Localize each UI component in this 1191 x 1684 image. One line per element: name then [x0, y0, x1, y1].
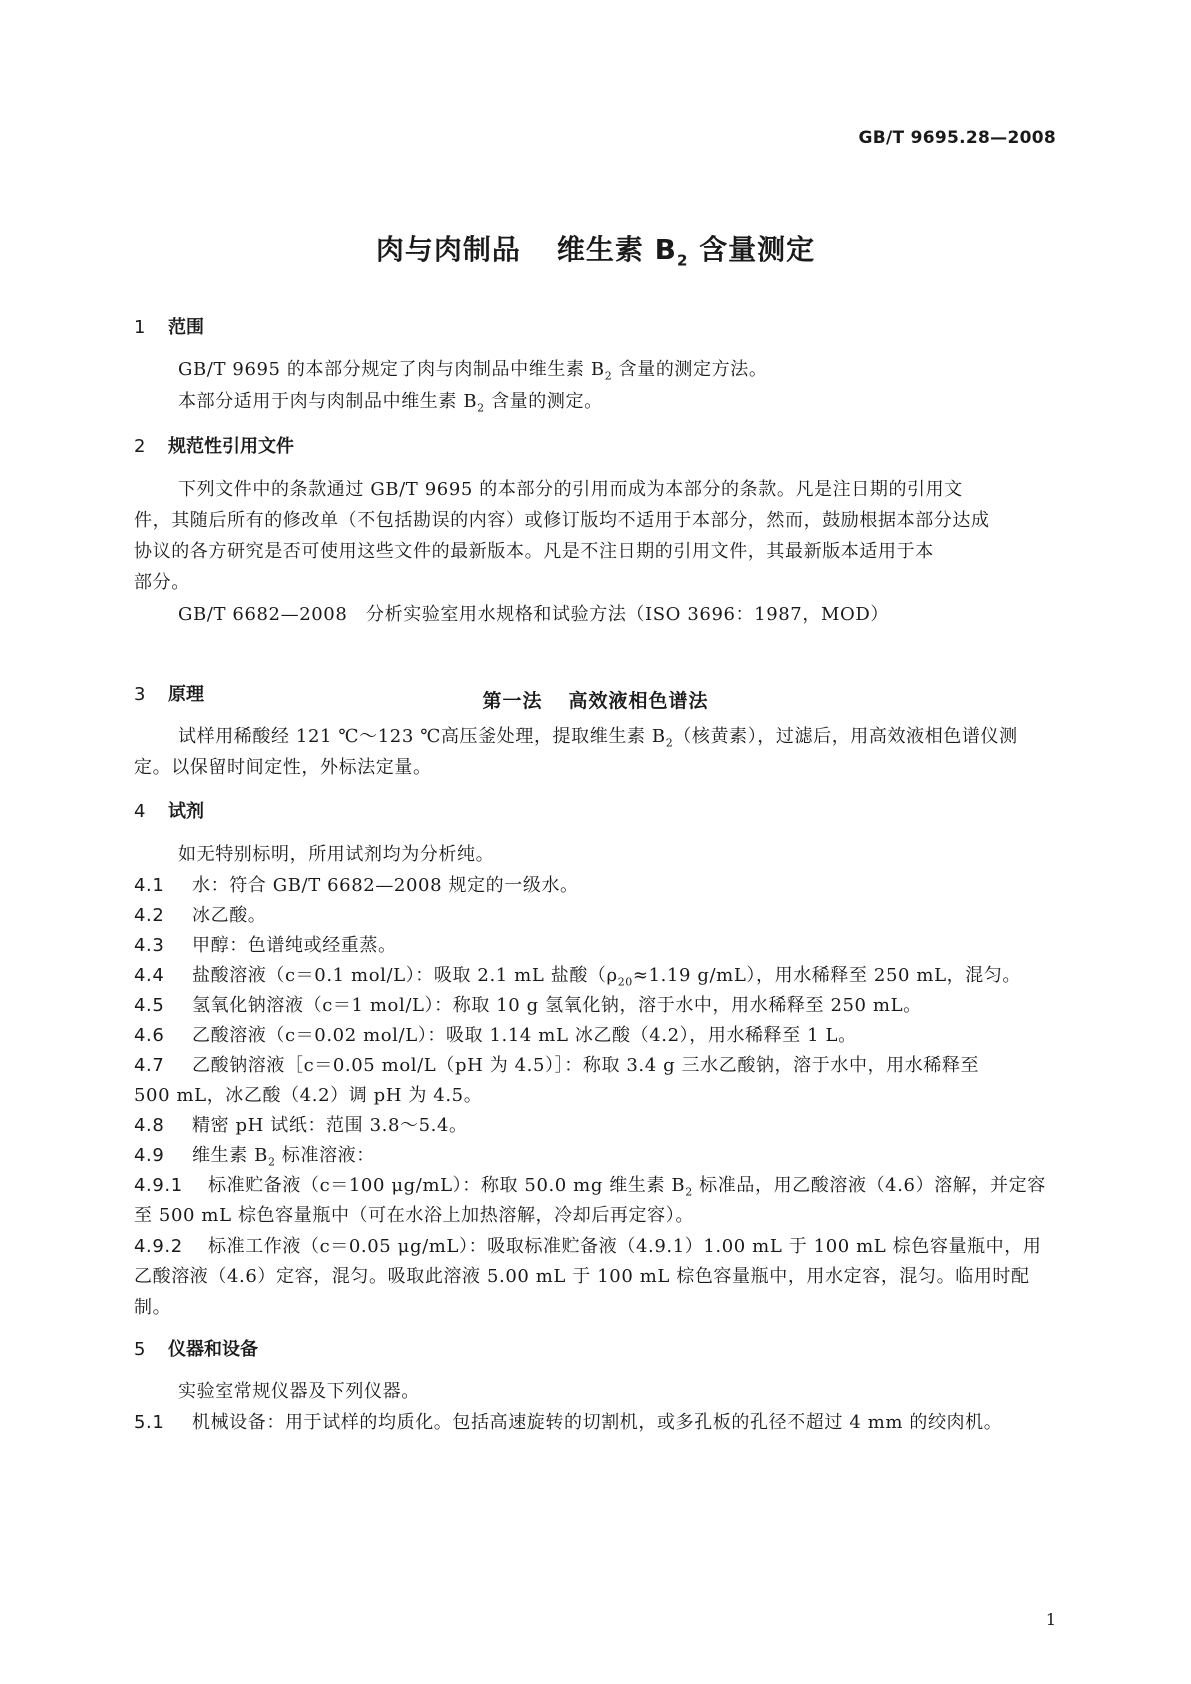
title-subscript: 2: [676, 251, 689, 270]
section-2-heading: [134, 432, 294, 458]
reagent-4-6: 4.6 乙酸溶液（c＝0.02 mol/L）：吸取 1.14 mL 冰乙酸（4.2），用水稀释至 1 L。: [134, 1025, 857, 1046]
section-2-line-3: 协议的各方研究是否可使用这些文件的最新版本。凡是不注日期的引用文件，其最新版本适用于本: [134, 541, 934, 562]
title-part-2: 维生素 B: [556, 233, 677, 266]
document-title: [0, 228, 1191, 270]
section-5-heading: [134, 1335, 258, 1361]
standard-number: GB/T 9695.28—2008: [858, 128, 1056, 148]
section-1-line-2: 本部分适用于肉与肉制品中维生素 $B_2$ 含量的测定。: [178, 391, 603, 415]
section-4-heading: [134, 797, 204, 823]
reagent-4-5: 4.5 氢氧化钠溶液（c＝1 mol/L）：称取 10 g 氢氧化钠，溶于水中，用水稀释至 250 mL。: [134, 995, 922, 1016]
reagent-4-2: 4.2 冰乙酸。: [134, 905, 267, 926]
section-1-line-1: GB/T 9695 的本部分规定了肉与肉制品中维生素 $B_2$ 含量的测定方法。: [178, 359, 768, 383]
section-4-intro: 如无特别标明，所用试剂均为分析纯。: [178, 844, 495, 865]
section-2-line-2: 件，其随后所有的修改单（不包括勘误的内容）或修订版均不适用于本部分，然而，鼓励根据本部分达成: [134, 510, 990, 531]
reagent-4-7: 4.7 乙酸钠溶液［c＝0.05 mol/L（pH 为 4.5）］：称取 3.4 g 三水乙酸钠，溶于水中，用水稀释至: [134, 1055, 980, 1076]
section-2-line-1: 下列文件中的条款通过 GB/T 9695 的本部分的引用而成为本部分的条款。凡是注日期的引用文: [178, 479, 963, 500]
section-1-heading: [134, 313, 204, 339]
section-3-line-1: 试样用稀酸经 121 ℃～123 ℃高压釜处理，提取维生素 $B_2$（核黄素），过滤后，用高效液相色谱仪测: [178, 726, 1018, 750]
reagent-4-3: 4.3 甲醇：色谱纯或经重蒸。: [134, 935, 397, 956]
section-number: 4: [134, 801, 146, 822]
section-2-line-4: 部分。: [134, 572, 190, 593]
section-title: 试剂: [168, 801, 204, 822]
normative-reference: GB/T 6682—2008 分析实验室用水规格和试验方法（ISO 3696：1987，MOD）: [178, 604, 889, 625]
section-title: 仪器和设备: [168, 1339, 258, 1360]
section-3-line-2: 定。以保留时间定性，外标法定量。: [134, 757, 432, 778]
section-number: 5: [134, 1339, 146, 1360]
equipment-5-1: 5.1 机械设备：用于试样的均质化。包括高速旋转的切割机，或多孔板的孔径不超过 4 mm 的绞肉机。: [134, 1412, 1003, 1433]
reagent-4-1: 4.1 水：符合 GB/T 6682—2008 规定的一级水。: [134, 875, 579, 896]
page-number: 1: [1045, 1610, 1056, 1629]
reagent-4-9-1-cont: 至 500 mL 棕色容量瓶中（可在水浴上加热溶解，冷却后再定容）。: [134, 1205, 694, 1226]
reagent-4-9-2-cont-1: 乙酸溶液（4.6）定容，混匀。吸取此溶液 5.00 mL 于 100 mL 棕色容量瓶中，用水定容，混匀。临用时配: [134, 1266, 1030, 1287]
reagent-4-9: 4.9 维生素 $B_2$ 标准溶液：: [134, 1145, 375, 1169]
reagent-4-8: 4.8 精密 pH 试纸：范围 3.8～5.4。: [134, 1115, 468, 1136]
section-number: 2: [134, 436, 146, 457]
title-part-1: 肉与肉制品: [375, 233, 521, 266]
method-heading: 第一法 高效液相色谱法: [482, 690, 709, 712]
section-title: 范围: [168, 317, 204, 338]
reagent-4-7-cont: 500 mL，冰乙酸（4.2）调 pH 为 4.5。: [134, 1085, 483, 1106]
section-number: 1: [134, 317, 146, 338]
section-3-heading: [134, 680, 204, 706]
section-title: 规范性引用文件: [168, 436, 294, 457]
reagent-4-4: 4.4 盐酸溶液（c＝0.1 mol/L）：吸取 2.1 mL 盐酸（$\rho_{20}\approx 1.19$ g/mL），用水稀释至 250 mL，混匀。: [134, 965, 1022, 989]
section-5-intro: 实验室常规仪器及下列仪器。: [178, 1381, 420, 1402]
reagent-4-9-2-cont-2: 制。: [134, 1297, 172, 1318]
reagent-4-9-1: 4.9.1 标准贮备液（c＝100 μg/mL）：称取 50.0 mg 维生素 $B_2$ 标准品，用乙酸溶液（4.6）溶解，并定容: [134, 1175, 1046, 1199]
title-part-3: 含量测定: [688, 233, 816, 266]
section-title: 原理: [168, 684, 204, 705]
reagent-4-9-2: 4.9.2 标准工作液（c＝0.05 μg/mL）：吸取标准贮备液（4.9.1）1.00 mL 于 100 mL 棕色容量瓶中，用: [134, 1236, 1042, 1257]
section-number: 3: [134, 684, 146, 705]
